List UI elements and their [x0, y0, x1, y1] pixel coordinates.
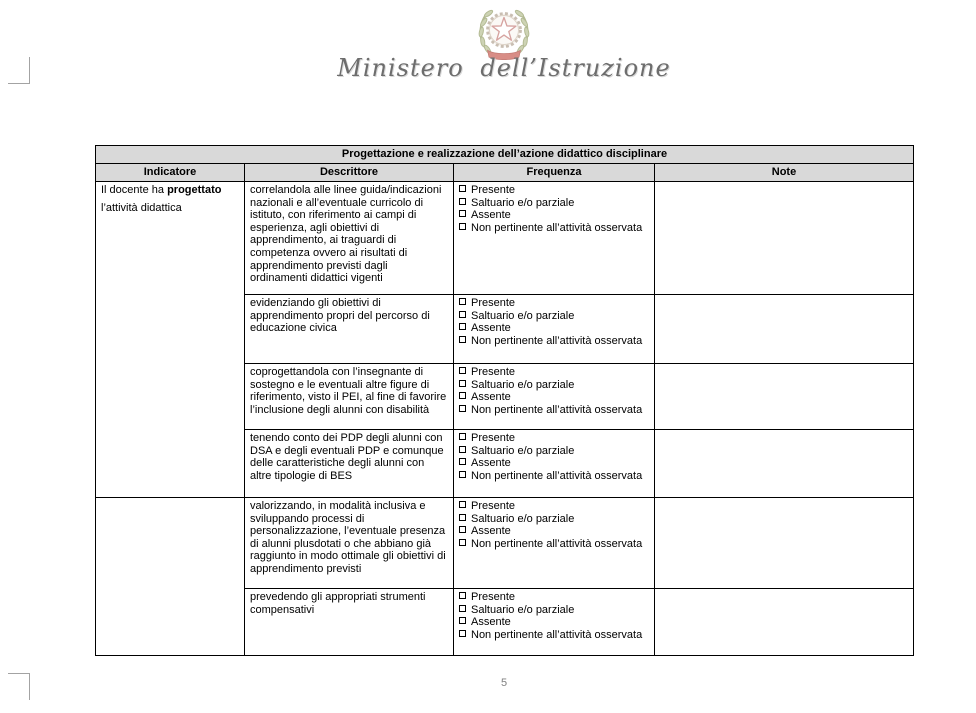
note-cell — [655, 295, 914, 364]
descrittore-cell: coprogettandola con l’insegnante di sostegno e le eventuali altre figure di riferimento, visto il PEI, al fine di favorire l’inclusione degli alunni con disabilità — [245, 364, 454, 430]
frequenza-cell — [454, 589, 655, 656]
note-cell — [655, 498, 914, 589]
indicatore-text: Il docente ha progettato l’attività didattica — [101, 184, 222, 214]
table-title: Progettazione e realizzazione dell’azione didattico disciplinare — [96, 146, 914, 164]
table-row — [96, 498, 914, 589]
freq-option: Assente — [459, 391, 649, 404]
freq-option: Presente — [459, 366, 649, 379]
descrittore-cell: prevedendo gli appropriati strumenti compensativi — [245, 589, 454, 656]
freq-option: Non pertinente all’attività osservata — [459, 538, 649, 551]
italy-emblem-icon — [469, 2, 539, 60]
checkbox-icon — [459, 526, 466, 533]
freq-option: Presente — [459, 432, 649, 445]
freq-option: Saltuario e/o parziale — [459, 604, 649, 617]
checkbox-icon — [459, 592, 466, 599]
freq-option: Saltuario e/o parziale — [459, 445, 649, 458]
checkbox-icon — [459, 380, 466, 387]
note-cell — [655, 430, 914, 498]
checkbox-icon — [459, 210, 466, 217]
descrittore-cell: evidenziando gli obiettivi di apprendimento propri del percorso di educazione civica — [245, 295, 454, 364]
crop-mark-top-left — [8, 57, 30, 84]
freq-option: Non pertinente all’attività osservata — [459, 404, 649, 417]
descrittore-cell: correlandola alle linee guida/indicazioni nazionali e all’eventuale curricolo di istituto, con riferimento ai campi di esperienza, agli obiettivi di apprendimento, ai traguardi di competenza ovvero ai risultati di apprendimento previsti dagli ordinamenti didattici vigenti — [245, 182, 454, 295]
checkbox-icon — [459, 539, 466, 546]
frequenza-cell — [454, 430, 655, 498]
freq-option: Non pertinente all’attività osservata — [459, 222, 649, 235]
checkbox-icon — [459, 185, 466, 192]
note-cell — [655, 182, 914, 295]
freq-option: Presente — [459, 184, 649, 197]
freq-option: Non pertinente all’attività osservata — [459, 470, 649, 483]
table-row — [96, 182, 914, 295]
freq-option: Assente — [459, 525, 649, 538]
column-header-frequenza: Frequenza — [454, 164, 655, 182]
crop-mark-bottom-left — [8, 673, 30, 700]
indicatore-bold: progettato — [167, 184, 222, 196]
freq-option: Assente — [459, 616, 649, 629]
note-cell — [655, 364, 914, 430]
checkbox-icon — [459, 630, 466, 637]
freq-option: Assente — [459, 209, 649, 222]
freq-option: Saltuario e/o parziale — [459, 310, 649, 323]
column-header-descrittore: Descrittore — [245, 164, 454, 182]
frequenza-cell — [454, 182, 655, 295]
observation-table — [95, 145, 914, 656]
checkbox-icon — [459, 405, 466, 412]
descrittore-cell: valorizzando, in modalità inclusiva e sviluppando processi di personalizzazione, l’eventuale presenza di alunni plusdotati o che abbiano già raggiunto in modo ottimale gli obiettivi di apprendimento previsti — [245, 498, 454, 589]
checkbox-icon — [459, 605, 466, 612]
checkbox-icon — [459, 617, 466, 624]
checkbox-icon — [459, 458, 466, 465]
checkbox-icon — [459, 323, 466, 330]
freq-option: Non pertinente all’attività osservata — [459, 335, 649, 348]
checkbox-icon — [459, 198, 466, 205]
checkbox-icon — [459, 367, 466, 374]
checkbox-icon — [459, 514, 466, 521]
freq-option: Presente — [459, 591, 649, 604]
page-number: 5 — [500, 677, 508, 689]
checkbox-icon — [459, 298, 466, 305]
checkbox-icon — [459, 336, 466, 343]
indicatore-cell-empty — [96, 498, 245, 656]
frequenza-cell — [454, 364, 655, 430]
freq-option: Presente — [459, 500, 649, 513]
freq-option: Assente — [459, 322, 649, 335]
descrittore-cell: tenendo conto dei PDP degli alunni con DSA e degli eventuali PDP e comunque delle caratteristiche degli alunni con altre tipologie di BES — [245, 430, 454, 498]
freq-option: Saltuario e/o parziale — [459, 197, 649, 210]
ministry-title: Ministero dell’Istruzione — [337, 54, 671, 82]
freq-option: Saltuario e/o parziale — [459, 513, 649, 526]
frequenza-cell — [454, 295, 655, 364]
freq-option: Saltuario e/o parziale — [459, 379, 649, 392]
column-header-note: Note — [655, 164, 914, 182]
checkbox-icon — [459, 433, 466, 440]
checkbox-icon — [459, 392, 466, 399]
column-header-indicatore: Indicatore — [96, 164, 245, 182]
checkbox-icon — [459, 446, 466, 453]
frequenza-cell — [454, 498, 655, 589]
indicatore-cell — [96, 182, 245, 498]
checkbox-icon — [459, 501, 466, 508]
document-header — [95, 2, 913, 80]
freq-option: Assente — [459, 457, 649, 470]
freq-option: Presente — [459, 297, 649, 310]
checkbox-icon — [459, 311, 466, 318]
checkbox-icon — [459, 471, 466, 478]
note-cell — [655, 589, 914, 656]
checkbox-icon — [459, 223, 466, 230]
freq-option: Non pertinente all’attività osservata — [459, 629, 649, 642]
